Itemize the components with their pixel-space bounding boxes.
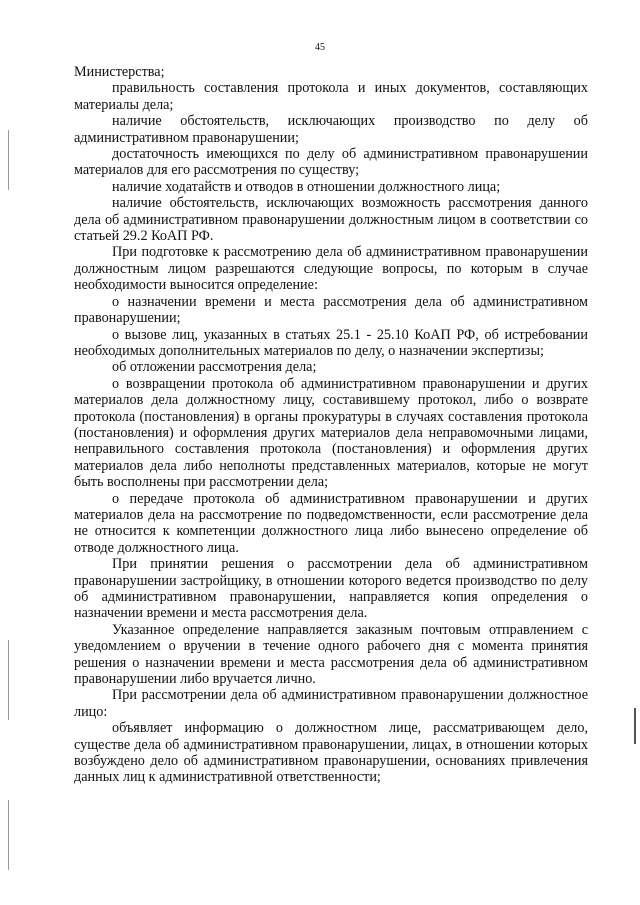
paragraph: При принятии решения о рассмотрении дела об административном правонарушении застройщику, в отношении которого ведется производство по делу об административном правонарушении, направляется копия определения о назначении времени и места рассмотрения дела. [74, 556, 588, 622]
scan-artifact [634, 708, 636, 744]
paragraph: достаточность имеющихся по делу об административном правонарушении материалов для его рассмотрения по существу; [74, 146, 588, 179]
paragraph: Указанное определение направляется заказным почтовым отправлением с уведомлением о вручении в течение одного рабочего дня с момента принятия решения о назначении времени и места рассмотрения дела об административном правонарушении либо вручается лично. [74, 621, 588, 688]
paragraph: При подготовке к рассмотрению дела об административном правонарушении должностным лицом разрешаются следующие вопросы, по которым в случае необходимости выносится определение: [74, 244, 588, 294]
document-body [74, 64, 588, 786]
paragraph: о вызове лиц, указанных в статьях 25.1 - 25.10 КоАП РФ, об истребовании необходимых дополнительных материалов по делу, о назначении экспертизы; [74, 326, 588, 359]
paragraph: наличие ходатайств и отводов в отношении должностного лица; [112, 178, 501, 195]
paragraph: наличие обстоятельств, исключающих возможность рассмотрения данного дела об административном правонарушении должностным лицом в соответствии со статьей 29.2 КоАП РФ. [74, 195, 588, 245]
paragraph: о передаче протокола об административном правонарушении и других материалов дела на рассмотрение по подведомственности, если рассмотрение дела не относится к компетенции должностного лица либо вынесено определение об отводе должностного лица. [74, 490, 588, 556]
paragraph: об отложении рассмотрения дела; [112, 359, 317, 376]
page-number: 45 [315, 42, 325, 53]
paragraph: наличие обстоятельств, исключающих производство по делу об административном правонарушении; [74, 113, 588, 146]
paragraph: о возвращении протокола об административном правонарушении и других материалов дела должностному лицу, составившему протокол, либо о возврате протокола (постановления) в органы прокуратуры в случаях составления протокола (постановления) и оформления других материалов дела неправомочными лицами, неправильного составления протокола (постановления) и оформления других материалов дела либо неполноты представленных материалов, которые не могут быть восполнены при рассмотрении дела; [74, 375, 588, 491]
paragraph: Министерства; [74, 64, 165, 80]
paragraph: При рассмотрении дела об административном правонарушении должностное лицо: [74, 687, 588, 720]
scan-artifact [8, 640, 9, 720]
scan-artifact [8, 800, 9, 870]
scan-artifact [8, 130, 9, 190]
paragraph: правильность составления протокола и иных документов, составляющих материалы дела; [74, 80, 588, 113]
paragraph: о назначении времени и места рассмотрения дела об административном правонарушении; [74, 293, 588, 327]
paragraph: объявляет информацию о должностном лице, рассматривающем дело, существе дела об административном правонарушении, лицах, в отношении которых возбуждено дело об административном правонарушении, основаниях привлечения данных лиц к административной ответственности; [74, 720, 588, 786]
